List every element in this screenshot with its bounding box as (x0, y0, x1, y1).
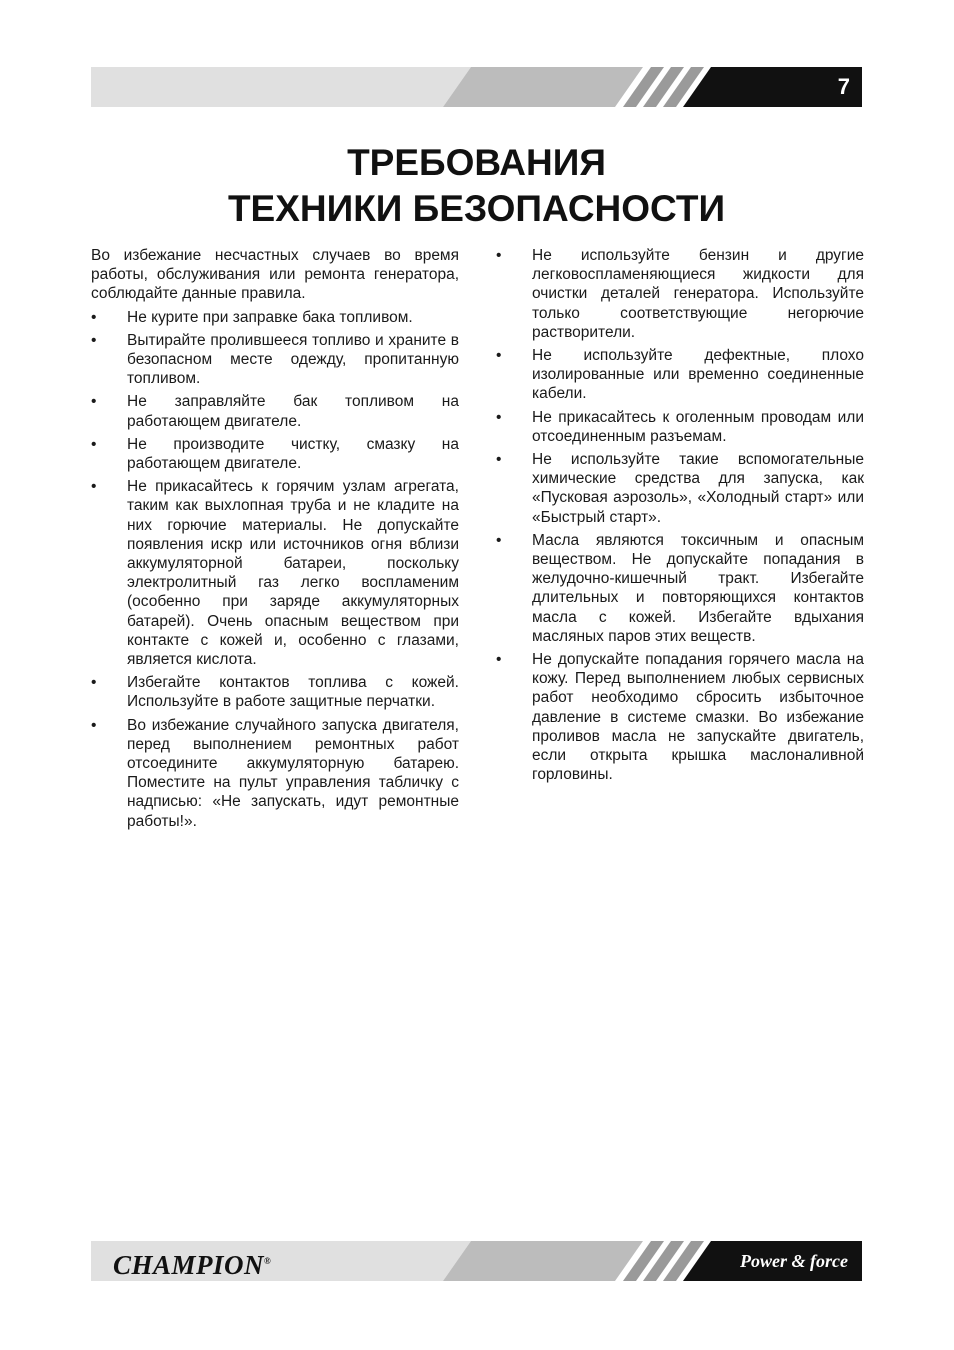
list-item (91, 716, 459, 831)
bullet-icon: • (91, 393, 97, 411)
list-item-text: Вытирайте пролившееся топливо и храните в безопасном месте одежду, пропитанную топливом. (127, 331, 459, 388)
header-stripe-graphic (91, 67, 862, 107)
brand-name: CHAMPION (113, 1250, 265, 1280)
list-item-text: Не используйте бензин и другие легковоспламеняющиеся жидкости для очистки деталей генератора. Используйте только соответствующие негорючие растворители. (532, 247, 864, 341)
list-item (91, 392, 459, 430)
list-item-text: Не используйте такие вспомогательные химические средства для запуска, как «Пусковая аэрозоль», «Холодный старт» или «Быстрый старт». (532, 451, 864, 526)
page-title (91, 140, 862, 232)
bullet-icon: • (496, 451, 502, 469)
left-bullet-list (91, 308, 459, 831)
list-item (91, 673, 459, 711)
list-item (496, 246, 864, 342)
list-item (496, 346, 864, 404)
title-line-2: ТЕХНИКИ БЕЗОПАСНОСТИ (227, 188, 726, 229)
bullet-icon: • (496, 531, 502, 549)
bullet-icon: • (91, 674, 97, 692)
bullet-icon: • (496, 347, 502, 365)
bullet-icon: • (496, 247, 502, 264)
bullet-icon: • (496, 408, 502, 426)
list-item (91, 435, 459, 473)
footer-band (91, 1241, 862, 1281)
intro-paragraph: Во избежание несчастных случаев во время работы, обслуживания или ремонта генератора, соблюдайте данные правила. (91, 247, 459, 303)
list-item (91, 477, 459, 669)
list-item (496, 450, 864, 527)
bullet-icon: • (91, 435, 97, 453)
list-item-text: Не используйте дефектные, плохо изолированные или временно соединенные кабели. (532, 347, 864, 403)
list-item (496, 650, 864, 784)
list-item (496, 531, 864, 646)
left-column (91, 246, 459, 835)
bullet-icon: • (496, 651, 502, 669)
page-number: 7 (837, 74, 850, 99)
list-item-text: Не прикасайтесь к оголенным проводам или отсоединенным разъемам. (532, 408, 864, 445)
registered-mark: ® (264, 1256, 272, 1266)
list-item (91, 331, 459, 389)
title-line-1: ТРЕБОВАНИЯ (347, 142, 606, 183)
list-item-text: Избегайте контактов топлива с кожей. Используйте в работе защитные перчатки. (127, 674, 459, 711)
bullet-icon: • (91, 478, 97, 496)
list-item (496, 408, 864, 446)
bullet-icon: • (91, 716, 97, 734)
bullet-icon: • (91, 331, 97, 349)
bullet-icon: • (91, 308, 97, 326)
list-item (91, 308, 459, 327)
list-item-text: Не заправляйте бак топливом на работающем двигателе. (127, 393, 459, 430)
champion-logo (113, 1244, 271, 1282)
list-item-text: Не производите чистку, смазку на работающем двигателе. (127, 435, 459, 473)
list-item-text: Во избежание случайного запуска двигателя, перед выполнением ремонтных работ отсоедините аккумуляторную батарею. Поместите на пульт управления табличку с надписью: «Не запускать, идут ремонтные работы!». (127, 716, 459, 830)
right-column (496, 246, 864, 788)
list-item-text: Масла являются токсичным и опасным веществом. Не допускайте попадания в желудочно-кишечный тракт. Избегайте длительных и повторяющихся контактов масла с кожей. Избегайте вдыхания масляных паров этих веществ. (532, 531, 864, 645)
header-band (91, 67, 862, 107)
right-bullet-list (496, 246, 864, 784)
list-item-text: Не допускайте попадания горячего масла на кожу. Перед выполнением любых сервисных работ необходимо сбросить избыточное давление в системе смазки. Во избежание проливов масла не запускайте двигатель, если открыта крышка маслоналивной горловины. (532, 651, 864, 784)
list-item-text: Не прикасайтесь к горячим узлам агрегата, таким как выхлопная труба и не кладите на них горючие материалы. Не допускайте появления искр или источников огня вблизи аккумуляторной батареи, поскольку электролитный газ легко воспламеним (особенно при заряде аккумуляторных батарей). Очень опасным веществом при контакте с кожей и, особенно с глазами, является кислота. (127, 478, 459, 669)
list-item-text: Не курите при заправке бака топливом. (127, 308, 413, 326)
tagline: Power & force (740, 1251, 848, 1271)
